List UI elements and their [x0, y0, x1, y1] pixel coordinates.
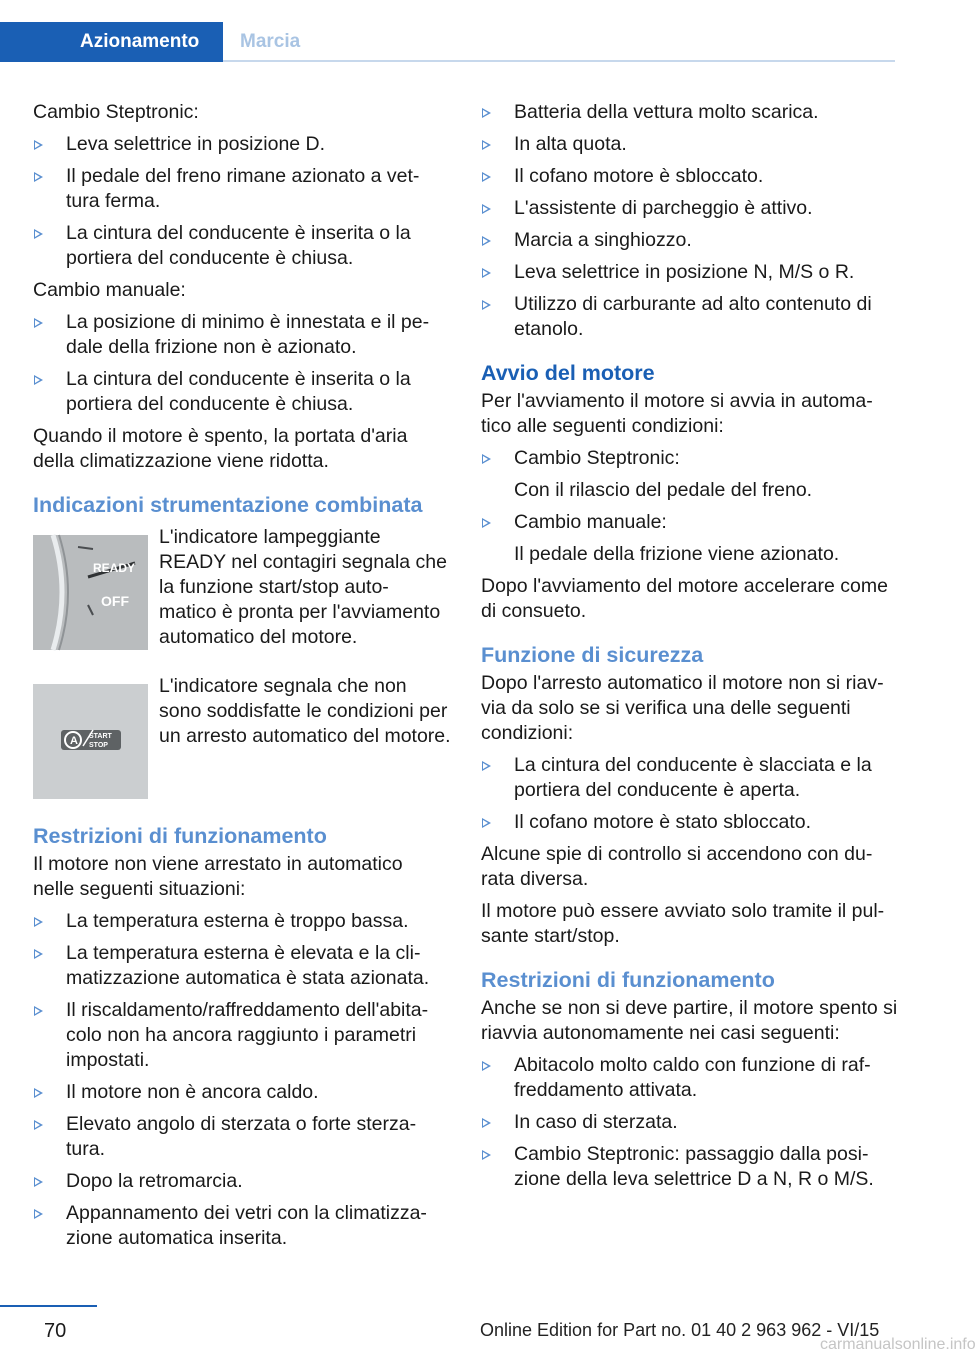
- figure-ready-indicator: [33, 525, 448, 648]
- bullet-triangle-icon: [482, 454, 491, 464]
- list-item: La posizione di minimo è innestata e il pe‐ dale della frizione non è azionato.: [33, 310, 448, 360]
- paragraph: Cambio manuale:: [33, 279, 186, 301]
- paragraph: Per l'avviamento il motore si avvia in automa‐ tico alle seguenti condizioni:: [481, 390, 873, 437]
- list-item: Abitacolo molto caldo con funzione di raf‐ freddamento attivata.: [481, 1053, 901, 1103]
- list-item: Dopo la retromarcia.: [33, 1169, 448, 1194]
- bullet-list: [481, 446, 901, 567]
- list-item: Leva selettrice in posizione N, M/S o R.: [481, 260, 901, 285]
- edition-note: Online Edition for Part no. 01 40 2 963 962 - VI/15: [480, 1320, 880, 1340]
- section-heading: Restrizioni di funzionamento: [481, 968, 775, 992]
- list-item: La cintura del conducente è inserita o la portiera del conducente è chiusa.: [33, 367, 448, 417]
- bullet-triangle-icon: [482, 300, 491, 310]
- bullet-triangle-icon: [34, 1209, 43, 1219]
- bullet-triangle-icon: [482, 518, 491, 528]
- bullet-triangle-icon: [482, 1061, 491, 1071]
- list-item: La temperatura esterna è troppo bassa.: [33, 909, 448, 934]
- left-column: [33, 100, 451, 1258]
- bullet-triangle-icon: [482, 140, 491, 150]
- section-heading: Funzione di sicurezza: [481, 643, 704, 667]
- svg-text:A: A: [70, 735, 78, 747]
- bullet-triangle-icon: [482, 1118, 491, 1128]
- stop-label: STOP: [89, 742, 108, 749]
- bullet-triangle-icon: [34, 1120, 43, 1130]
- list-item: Il riscaldamento/raffreddamento dell'abita‐ colo non ha ancora raggiunto i parametri impostati.: [33, 998, 448, 1073]
- page-number: 70: [44, 1320, 67, 1342]
- list-item: La cintura del conducente è inserita o la portiera del conducente è chiusa.: [33, 221, 448, 271]
- paragraph: Quando il motore è spento, la portata d'aria della climatizzazione viene ridotta.: [33, 425, 408, 472]
- paragraph: Dopo l'avviamento del motore accelerare come di consueto.: [481, 575, 888, 622]
- paragraph: Dopo l'arresto automatico il motore non si riav‐ via da solo se si verifica una delle seguenti condizioni:: [481, 672, 884, 744]
- bullet-triangle-icon: [34, 318, 43, 328]
- bullet-triangle-icon: [34, 1177, 43, 1187]
- list-item: Marcia a singhiozzo.: [481, 228, 901, 253]
- bullet-triangle-icon: [34, 375, 43, 385]
- paragraph: Il motore non viene arrestato in automatico nelle seguenti situazioni:: [33, 853, 403, 900]
- section-heading: Avvio del motore: [481, 361, 655, 385]
- paragraph: Alcune spie di controllo si accendono con du‐ rata diversa.: [481, 843, 873, 890]
- bullet-triangle-icon: [482, 761, 491, 771]
- bullet-triangle-icon: [34, 917, 43, 927]
- list-item: Il cofano motore è stato sbloccato.: [481, 810, 901, 835]
- figure-start-stop-indicator: [33, 674, 451, 794]
- bullet-triangle-icon: [482, 108, 491, 118]
- list-item: Cambio Steptronic: passaggio dalla posi‐ zione della leva selettrice D a N, R o M/S.: [481, 1142, 901, 1192]
- tab-marcia: Marcia: [240, 31, 301, 52]
- bullet-triangle-icon: [34, 229, 43, 239]
- paragraph: Il motore può essere avviato solo tramite il pul‐ sante start/stop.: [481, 900, 885, 947]
- section-heading: Restrizioni di funzionamento: [33, 824, 327, 848]
- list-item: Batteria della vettura molto scarica.: [481, 100, 901, 125]
- list-item: Il cofano motore è sbloccato.: [481, 164, 901, 189]
- list-item: Utilizzo di carburante ad alto contenuto di etanolo.: [481, 292, 901, 342]
- section-heading: Indicazioni strumentazione combinata: [33, 493, 423, 517]
- bullet-list: [33, 310, 448, 417]
- list-item: L'assistente di parcheggio è attivo.: [481, 196, 901, 221]
- bullet-list: [33, 132, 448, 271]
- figure-caption: L'indicatore lampeggiante READY nel contagiri segnala che la funzione start/stop auto‐ matico è pronta per l'avviamento automatico del motore.: [159, 526, 447, 648]
- bullet-triangle-icon: [482, 1150, 491, 1160]
- list-item: Cambio manuale: Il pedale della frizione viene azionato.: [481, 510, 901, 567]
- footer-rule: [0, 1305, 97, 1307]
- list-item: La cintura del conducente è slacciata e la portiera del conducente è aperta.: [481, 753, 901, 803]
- off-label: OFF: [101, 593, 129, 609]
- ready-indicator-image: [33, 535, 148, 650]
- bullet-triangle-icon: [34, 140, 43, 150]
- list-item: In caso di sterzata.: [481, 1110, 901, 1135]
- bullet-triangle-icon: [482, 236, 491, 246]
- bullet-triangle-icon: [482, 818, 491, 828]
- figure-caption: L'indicatore segnala che non sono soddisfatte le condizioni per un arresto automatico del motore.: [159, 675, 451, 747]
- list-item: Leva selettrice in posizione D.: [33, 132, 448, 157]
- list-item: Il motore non è ancora caldo.: [33, 1080, 448, 1105]
- tachometer-icon: [33, 535, 148, 650]
- bullet-list: [481, 753, 901, 835]
- start-label: START: [89, 733, 112, 740]
- bullet-triangle-icon: [34, 172, 43, 182]
- watermark: carmanualsonline.info: [820, 1336, 976, 1353]
- section-tab-bar: [0, 22, 895, 62]
- bullet-triangle-icon: [482, 268, 491, 278]
- list-item: Elevato angolo di sterzata o forte sterza‐ tura.: [33, 1112, 448, 1162]
- bullet-list: [481, 1053, 901, 1192]
- paragraph: Anche se non si deve partire, il motore spento si riavvia autonomamente nei casi seguenti:: [481, 997, 898, 1044]
- bullet-triangle-icon: [482, 204, 491, 214]
- list-item: La temperatura esterna è elevata e la cli‐ matizzazione automatica è stata azionata.: [33, 941, 448, 991]
- bullet-list: [481, 100, 901, 342]
- list-item: In alta quota.: [481, 132, 901, 157]
- tab-azionamento: Azionamento: [0, 22, 223, 62]
- paragraph: Cambio Steptronic:: [33, 101, 199, 123]
- list-item: Cambio Steptronic: Con il rilascio del pedale del freno.: [481, 446, 901, 503]
- list-item: Il pedale del freno rimane azionato a vet‐ tura ferma.: [33, 164, 448, 214]
- bullet-triangle-icon: [482, 172, 491, 182]
- right-column: [481, 100, 901, 1199]
- bullet-triangle-icon: [34, 1088, 43, 1098]
- start-stop-warning-icon: [33, 684, 148, 799]
- tab-underline: [223, 60, 895, 62]
- bullet-triangle-icon: [34, 1006, 43, 1016]
- list-item: Appannamento dei vetri con la climatizza‐ zione automatica inserita.: [33, 1201, 448, 1251]
- start-stop-indicator-image: [33, 684, 148, 799]
- bullet-list: [33, 909, 448, 1251]
- bullet-triangle-icon: [34, 949, 43, 959]
- ready-label: READY: [93, 561, 136, 575]
